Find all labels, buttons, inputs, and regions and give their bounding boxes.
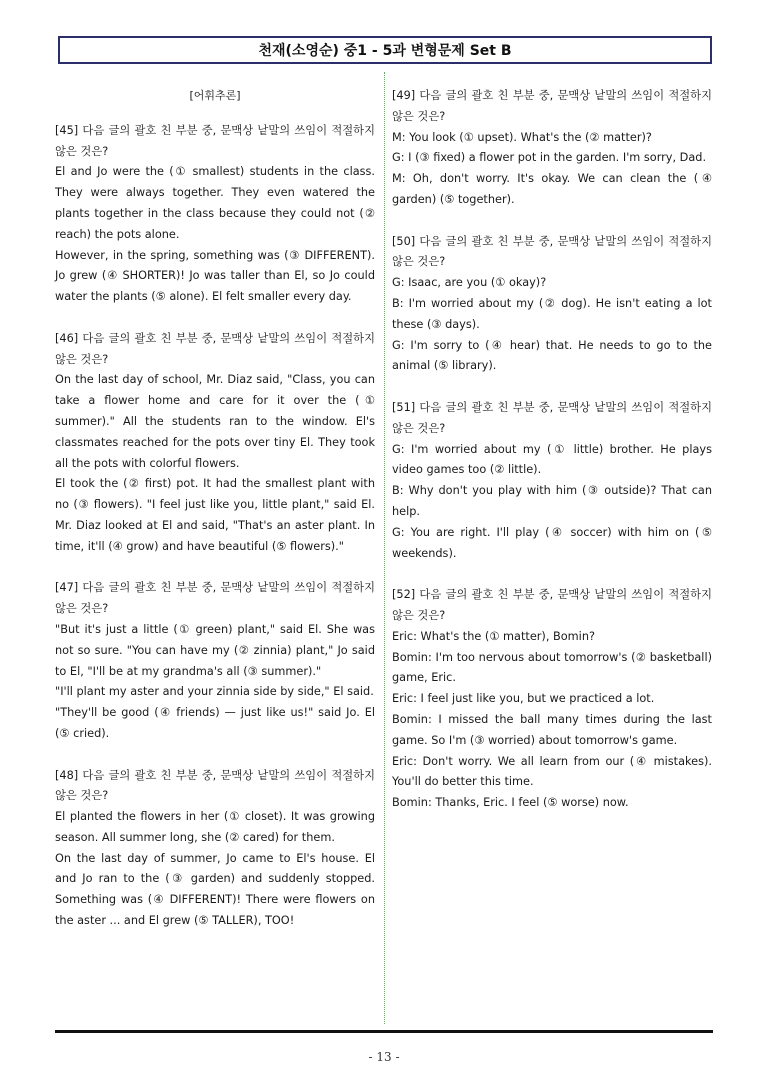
passage-line: El took the (② first) pot. It had the smallest plant with no (③ flowers). "I feel just like you, little plant," said El. Mr. Diaz looked at El and said, "That's an aster plant. In time, it'll (④ grow) and have beautiful (⑤ flowers)."	[55, 477, 375, 553]
question-prompt: [51] 다음 글의 괄호 친 부분 중, 문맥상 낱말의 쓰임이 적절하지 않은 것은?	[392, 400, 712, 435]
passage-line: Eric: Don't worry. We all learn from our (④ mistakes). You'll do better this time.	[392, 754, 712, 789]
question-prompt: [49] 다음 글의 괄호 친 부분 중, 문맥상 낱말의 쓰임이 적절하지 않은 것은?	[392, 89, 712, 123]
question-block	[392, 86, 712, 211]
right-column	[392, 86, 712, 835]
passage-line: El and Jo were the (① smallest) students in the class. They were always together. They even watered the plants together in the class because they could not (② reach) the pots alone.	[55, 165, 375, 241]
passage-line: G: I'm worried about my (① little) brother. He plays video games too (② little).	[392, 442, 712, 477]
question-block	[392, 585, 712, 814]
passage-line: Eric: What's the (① matter), Bomin?	[392, 629, 595, 643]
passage-line: G: I (③ fixed) a flower pot in the garden. I'm sorry, Dad.	[392, 151, 707, 165]
question-prompt: [46] 다음 글의 괄호 친 부분 중, 문맥상 낱말의 쓰임이 적절하지 않은 것은?	[55, 331, 375, 366]
passage-line: However, in the spring, something was (③ DIFFERENT). Jo grew (④ SHORTER)! Jo was taller than El, so Jo could water the plants (⑤ alone). El felt smaller every day.	[55, 248, 375, 304]
question-block	[55, 766, 375, 932]
passage-line: M: You look (① upset). What's the (② matter)?	[392, 130, 652, 144]
passage-line: El planted the flowers in her (① closet). It was growing season. All summer long, she (② cared) for them.	[55, 810, 375, 844]
passage-line: G: Isaac, are you (① okay)?	[392, 276, 547, 290]
passage-line: Bomin: I'm too nervous about tomorrow's (② basketball) game, Eric.	[392, 650, 712, 685]
question-block	[55, 578, 375, 744]
passage-line: B: Why don't you play with him (③ outside)? That can help.	[392, 484, 712, 518]
question-block	[392, 232, 712, 378]
page-number: - 13 -	[368, 1050, 400, 1064]
question-block	[55, 121, 375, 308]
passage-line: M: Oh, don't worry. It's okay. We can clean the (④ garden) (⑤ together).	[392, 172, 712, 206]
question-prompt: [47] 다음 글의 괄호 친 부분 중, 문맥상 낱말의 쓰임이 적절하지 않은 것은?	[55, 581, 375, 616]
passage-line: "They'll be good (④ friends) — just like us!" said Jo. El (⑤ cried).	[55, 706, 375, 740]
footer-rule	[55, 1030, 713, 1033]
passage-line: On the last day of school, Mr. Diaz said, "Class, you can take a flower home and care for it over the (① summer)." All the students ran to the window. El's classmates reached for the pots over tiny El. They took all the pots with colorful flowers.	[55, 373, 375, 470]
question-prompt: [52] 다음 글의 괄호 친 부분 중, 문맥상 낱말의 쓰임이 적절하지 않은 것은?	[392, 588, 712, 622]
passage-line: On the last day of summer, Jo came to El's house. El and Jo ran to the (③ garden) and suddenly stopped. Something was (④ DIFFERENT)! There were flowers on the aster ... and El grew (⑤ TALLER), TOO!	[55, 851, 375, 928]
passage-line: Bomin: I missed the ball many times during the last game. So I'm (③ worried) about tomorrow's game.	[392, 712, 712, 747]
question-prompt: [48] 다음 글의 괄호 친 부분 중, 문맥상 낱말의 쓰임이 적절하지 않은 것은?	[55, 768, 375, 803]
left-question-list	[55, 121, 375, 932]
passage-line: G: You are right. I'll play (④ soccer) with him on (⑤ weekends).	[392, 525, 712, 560]
question-block	[55, 329, 375, 558]
question-block	[392, 398, 712, 564]
document-title: 천재(소영순) 중1 - 5과 변형문제 Set B	[58, 36, 712, 64]
passage-line: "But it's just a little (① green) plant," said El. She was not so sure. "You can have my (② zinnia) plant," Jo said to El, "I'll be at my grandma's all (③ summer)."	[55, 622, 375, 678]
left-column	[55, 86, 375, 953]
column-divider	[384, 72, 385, 1024]
question-prompt: [45] 다음 글의 괄호 친 부분 중, 문맥상 낱말의 쓰임이 적절하지 않은 것은?	[55, 123, 375, 158]
passage-line: "I'll plant my aster and your zinnia side by side," El said.	[55, 685, 374, 699]
section-label: [어휘추론]	[189, 89, 241, 102]
passage-line: Bomin: Thanks, Eric. I feel (⑤ worse) now.	[392, 796, 629, 810]
passage-line: B: I'm worried about my (② dog). He isn't eating a lot these (③ days).	[392, 296, 712, 331]
passage-line: Eric: I feel just like you, but we practiced a lot.	[392, 692, 655, 706]
right-question-list	[392, 86, 712, 814]
question-prompt: [50] 다음 글의 괄호 친 부분 중, 문맥상 낱말의 쓰임이 적절하지 않은 것은?	[392, 234, 712, 269]
passage-line: G: I'm sorry to (④ hear) that. He needs to go to the animal (⑤ library).	[392, 338, 712, 373]
